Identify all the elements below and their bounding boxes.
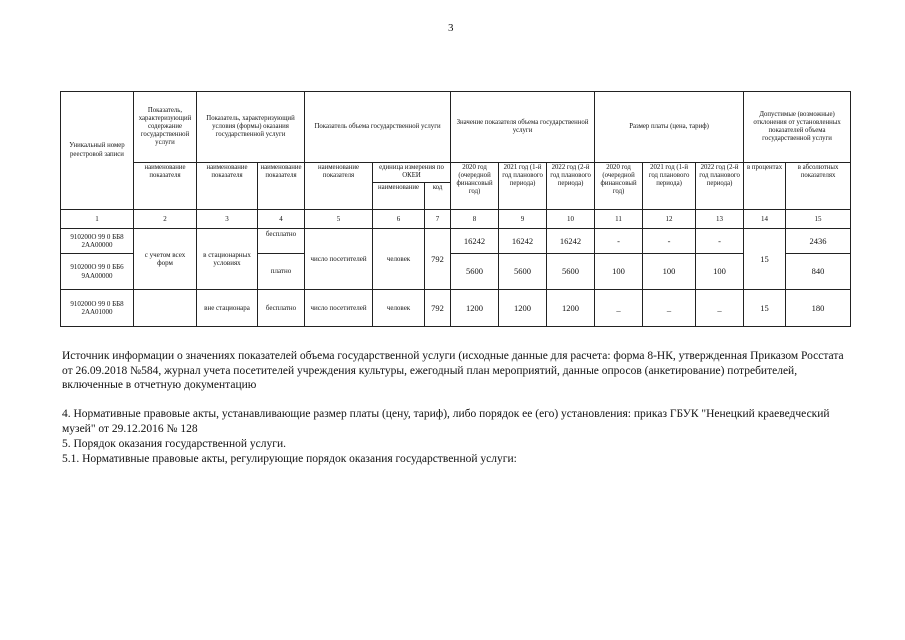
okei-cell: 792 — [425, 229, 451, 290]
fee-2022: - — [696, 229, 744, 254]
header-unique-number: Уникальный номер реестровой записи — [61, 92, 134, 210]
column-number: 10 — [547, 210, 595, 229]
column-number: 9 — [499, 210, 547, 229]
header-conditions-indicator: Показатель, характеризующий условия (формы) оказания государственной услуги — [197, 92, 305, 163]
conditions-cell: в стационарных условиях — [197, 229, 258, 290]
subheader-percent: в процентах — [744, 163, 786, 210]
header-volume-indicator: Показатель объема государственной услуги — [305, 92, 451, 163]
source-information-paragraph: Источник информации о значениях показателей объема государственной услуги (исходные данные для расчета: форма 8-НК, утвержденная Приказом Росстата от 26.09.2018 №584, журнал учета посетителей учреждения культуры, ежегодный план мероприятий, данные опросов (анкетирование) потребителей, включенные в отчетную документацию — [62, 350, 844, 391]
column-number: 15 — [786, 210, 851, 229]
table-row — [61, 290, 851, 327]
value-2021: 1200 — [499, 290, 547, 327]
deviation-percent: 15 — [744, 290, 786, 327]
column-number: 13 — [696, 210, 744, 229]
indicator-cell: число посетителей — [305, 290, 373, 327]
subheader-year-2020: 2020 год (очередной финансовый год) — [451, 163, 499, 210]
header-volume-value: Значение показателя объема государственной услуги — [451, 92, 595, 163]
header-deviations: Допустимые (возможные) отклонения от установленных показателей объема государственной услуги — [744, 92, 851, 163]
subheader-name-indicator: наименование показателя — [305, 163, 373, 210]
fee-2020: 100 — [595, 254, 643, 290]
subheader-name-indicator: наименование показателя — [197, 163, 258, 210]
column-number: 5 — [305, 210, 373, 229]
fee-2022: _ — [696, 290, 744, 327]
subheader-fee-2021: 2021 год (1-й год планового периода) — [643, 163, 696, 210]
column-number: 8 — [451, 210, 499, 229]
value-2021: 16242 — [499, 229, 547, 254]
fee-2020: _ — [595, 290, 643, 327]
fee-2022: 100 — [696, 254, 744, 290]
fee-2021: _ — [643, 290, 696, 327]
fee-2020: - — [595, 229, 643, 254]
service-volume-table — [60, 91, 851, 327]
value-2022: 1200 — [547, 290, 595, 327]
column-number: 11 — [595, 210, 643, 229]
unit-cell: человек — [373, 229, 425, 290]
value-2020: 16242 — [451, 229, 499, 254]
payment-cell: платно — [258, 254, 305, 290]
subheader-unit: единица измерения по ОКЕИ — [373, 163, 451, 183]
table-row — [61, 229, 851, 254]
unit-cell: человек — [373, 290, 425, 327]
column-number: 12 — [643, 210, 696, 229]
fee-2021: - — [643, 229, 696, 254]
deviation-absolute: 180 — [786, 290, 851, 327]
column-number: 6 — [373, 210, 425, 229]
indicator-cell: число посетителей — [305, 229, 373, 290]
subheader-fee-2020: 2020 год (очередной финансовый год) — [595, 163, 643, 210]
value-2022: 16242 — [547, 229, 595, 254]
subheader-name-indicator: наименование показателя — [134, 163, 197, 210]
subheader-unit-code: код — [425, 183, 451, 210]
deviation-absolute: 840 — [786, 254, 851, 290]
subheader-unit-name: наименование — [373, 183, 425, 210]
column-number: 7 — [425, 210, 451, 229]
conditions-cell: вне стационара — [197, 290, 258, 327]
deviation-absolute: 2436 — [786, 229, 851, 254]
fee-legal-acts-paragraph: 4. Нормативные правовые акты, устанавливающие размер платы (цену, тариф), либо порядок ее (его) установления: приказ ГБУК "Ненецкий краеведческий музей" от 29.12.2016 № 128 — [62, 408, 830, 435]
value-2021: 5600 — [499, 254, 547, 290]
page-number: 3 — [448, 22, 454, 34]
value-2020: 1200 — [451, 290, 499, 327]
fee-2021: 100 — [643, 254, 696, 290]
value-2022: 5600 — [547, 254, 595, 290]
okei-cell: 792 — [425, 290, 451, 327]
procedure-legal-acts-paragraph: 5.1. Нормативные правовые акты, регулирующие порядок оказания государственной услуги: — [62, 453, 517, 465]
header-fee: Размер платы (цена, тариф) — [595, 92, 744, 163]
column-number: 2 — [134, 210, 197, 229]
subheader-year-2021: 2021 год (1-й год планового периода) — [499, 163, 547, 210]
content-cell — [134, 290, 197, 327]
registry-code: 910200О 99 0 ББ6 9АА00000 — [61, 254, 134, 290]
header-content-indicator: Показатель, характеризующий содержание государственной услуги — [134, 92, 197, 163]
subheader-fee-2022: 2022 год (2-й год планового периода) — [696, 163, 744, 210]
registry-code: 910200О 99 0 ББ8 2АА01000 — [61, 290, 134, 327]
payment-cell: бесплатно — [258, 290, 305, 327]
column-number: 4 — [258, 210, 305, 229]
value-2020: 5600 — [451, 254, 499, 290]
content-cell: с учетом всех форм — [134, 229, 197, 290]
column-number: 14 — [744, 210, 786, 229]
deviation-percent: 15 — [744, 229, 786, 290]
subheader-name-indicator: наименование показателя — [258, 163, 305, 210]
subheader-absolute: в абсолютных показателях — [786, 163, 851, 210]
column-number: 3 — [197, 210, 258, 229]
payment-cell: бесплатно — [258, 229, 305, 254]
subheader-year-2022: 2022 год (2-й год планового периода) — [547, 163, 595, 210]
column-number: 1 — [61, 210, 134, 229]
registry-code: 910200О 99 0 ББ8 2АА00000 — [61, 229, 134, 254]
service-procedure-heading: 5. Порядок оказания государственной услуги. — [62, 438, 286, 450]
